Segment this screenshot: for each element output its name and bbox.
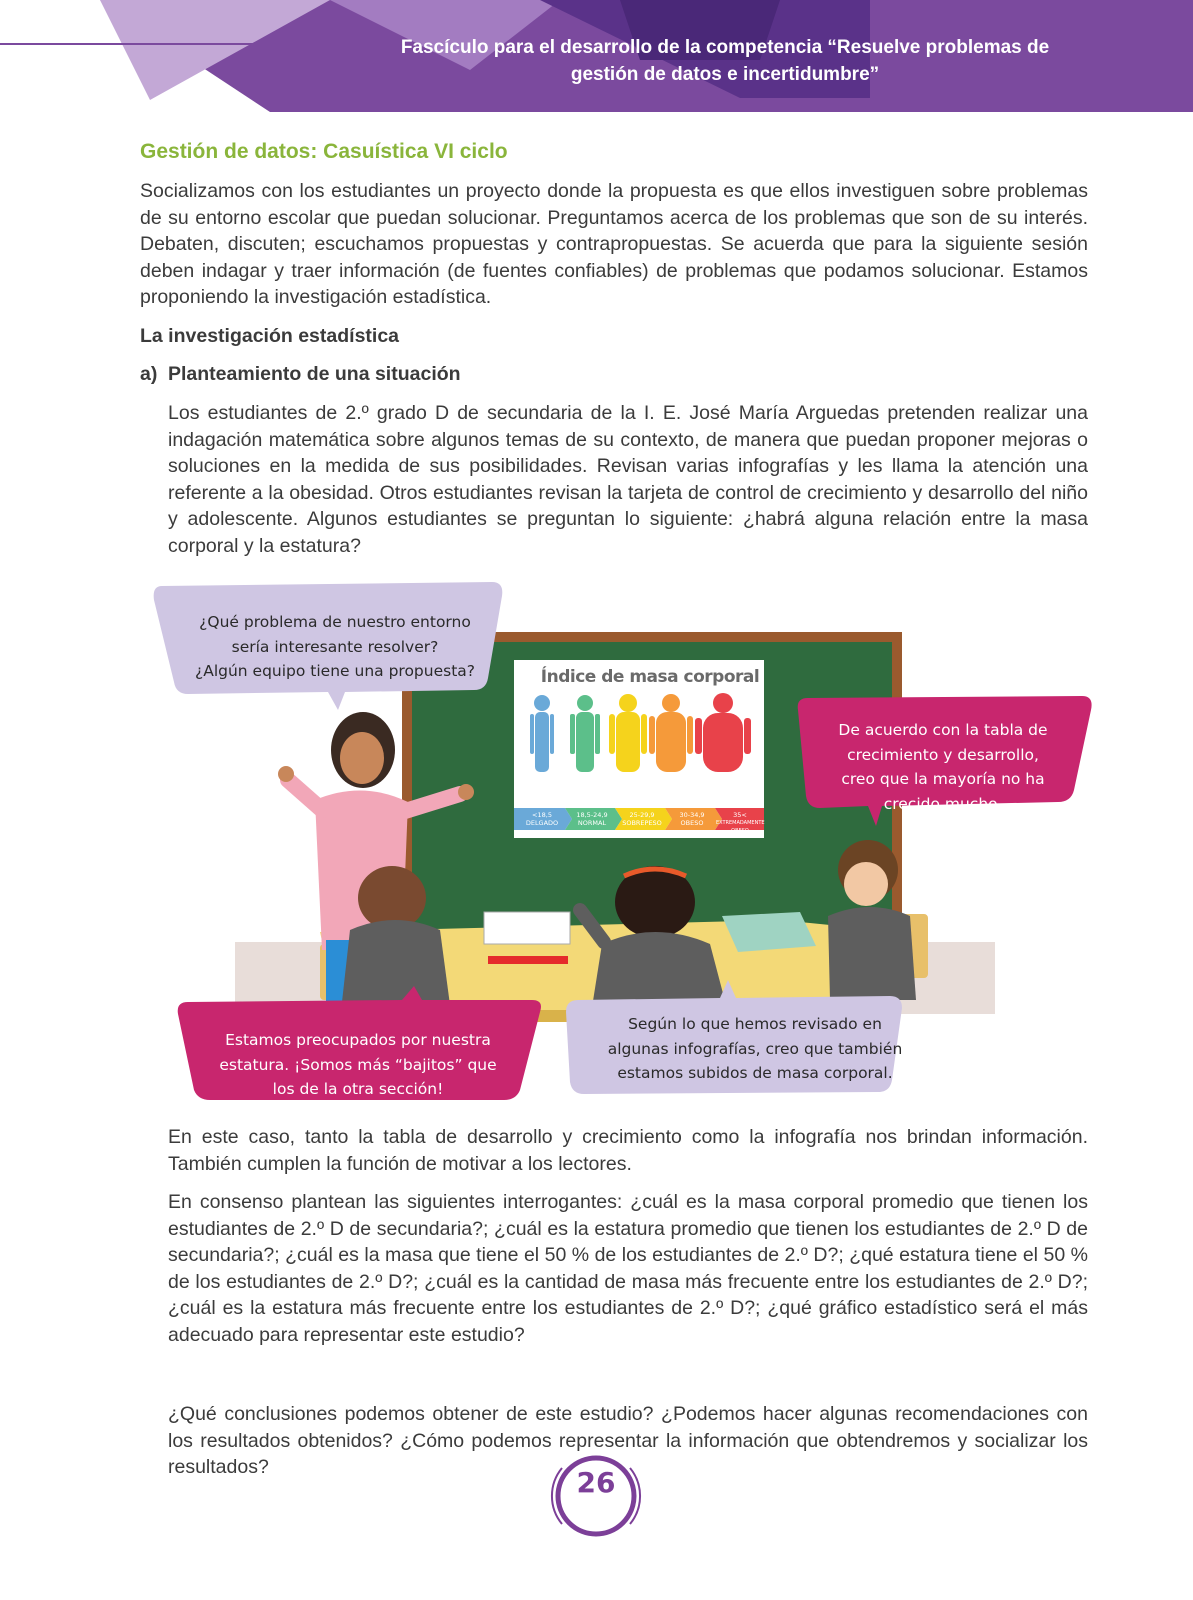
paper-sheet: [484, 912, 570, 944]
bmi-label-2: 18,5-24,9 NORMAL: [576, 811, 608, 827]
paragraph-after-illustration-1: En este caso, tanto la tabla de desarrollo y crecimiento como la infografía nos brindan información. También cumplen la función de motivar a los lectores.: [168, 1126, 1088, 1175]
item-a-letter: a): [140, 363, 158, 385]
item-a-title: Planteamiento de una situación: [168, 363, 461, 385]
bmi-label-1: <18,5 DELGADO: [525, 811, 559, 827]
teacher-speech-text: ¿Qué problema de nuestro entorno sería interesante resolver? ¿Algún equipo tiene una propuesta?: [194, 613, 475, 680]
left-student-speech-text: Estamos preocupados por nuestra estatura. ¡Somos más “bajitos” que los de la otra sección!: [219, 1031, 497, 1098]
item-a-paragraph: Los estudiantes de 2.º grado D de secundaria de la I. E. José María Arguedas pretenden realizar una indagación matemática sobre algunos temas de su contexto, de manera que puedan proponer mejoras o soluciones en la medida de sus posibilidades. Revisan varias infografías y les llama la atención una referente a la obesidad. Otros estudiantes revisan la tarjeta de control de crecimiento y desarrollo del niño y adolescente. Algunos estudiantes se preguntan lo siguiente: ¿habrá alguna relación entre la masa corporal y la estatura?: [168, 402, 1088, 557]
header-title: [330, 34, 1120, 88]
bmi-infographic-title: Índice de masa corporal: [540, 667, 760, 687]
bmi-label-5: 35< EXTREMADAMENTE OBESO: [716, 811, 765, 834]
page-header: [0, 0, 1193, 112]
subheading: La investigación estadística: [140, 325, 400, 347]
intro-paragraph: Socializamos con los estudiantes un proyecto donde la propuesta es que ellos investiguen sobre problemas de su entorno escolar que puedan solucionar. Preguntamos acerca de los problemas que son de su interés. Debaten, discuten; escuchamos propuestas y contrapropuestas. Se acuerda que para la siguiente sesión deben indagar y traer información (de fuentes confiables) de problemas que podamos solucionar. Estamos proponiendo la investigación estadística.: [140, 180, 1088, 308]
red-folder: [488, 956, 568, 964]
header-title-line-1: Fascículo para el desarrollo de la competencia “Resuelve problemas de: [400, 37, 1050, 58]
center-student-speech-text: Según lo que hemos revisado en algunas infografías, creo que también estamos subidos de masa corporal.: [607, 1015, 903, 1082]
green-folder: [722, 912, 816, 952]
paragraph-after-illustration-3: ¿Qué conclusiones podemos obtener de este estudio? ¿Podemos hacer algunas recomendaciones con los resultados obtenidos? ¿Cómo podemos representar la información que obtendremos y socializar los resultados?: [168, 1403, 1088, 1478]
student-right-figure: [828, 840, 916, 1000]
bmi-label-4: 30-34,9 OBESO: [679, 811, 705, 827]
page-number: 26: [576, 1466, 616, 1499]
section-title: Gestión de datos: Casuística VI ciclo: [140, 140, 508, 163]
paragraph-after-illustration-2: En consenso plantean las siguientes interrogantes: ¿cuál es la masa corporal promedio que tienen los estudiantes de 2.º D de secundaria?; ¿cuál es la estatura promedio que tienen los estudiantes de 2.º D de secundaria?; ¿cuál es la masa que tiene el 50 % de los estudiantes de 2.º D?; ¿qué estatura tiene el 50 % de los estudiantes de 2.º D?; ¿cuál es la cantidad de masa más frecuente entre los estudiantes de 2.º D?; ¿cuál es la estatura más frecuente entre los estudiantes de 2.º D?; ¿qué gráfico estadístico será el más adecuado para representar este estudio?: [168, 1191, 1088, 1346]
header-title-line-2: gestión de datos e incertidumbre”: [570, 64, 880, 85]
bmi-label-3: 25-29,9 SOBREPESO: [622, 811, 662, 827]
right-student-speech-text: De acuerdo con la tabla de crecimiento y desarrollo, creo que la mayoría no ha crecido mucho.: [838, 721, 1048, 813]
item-a-heading: [140, 363, 461, 386]
